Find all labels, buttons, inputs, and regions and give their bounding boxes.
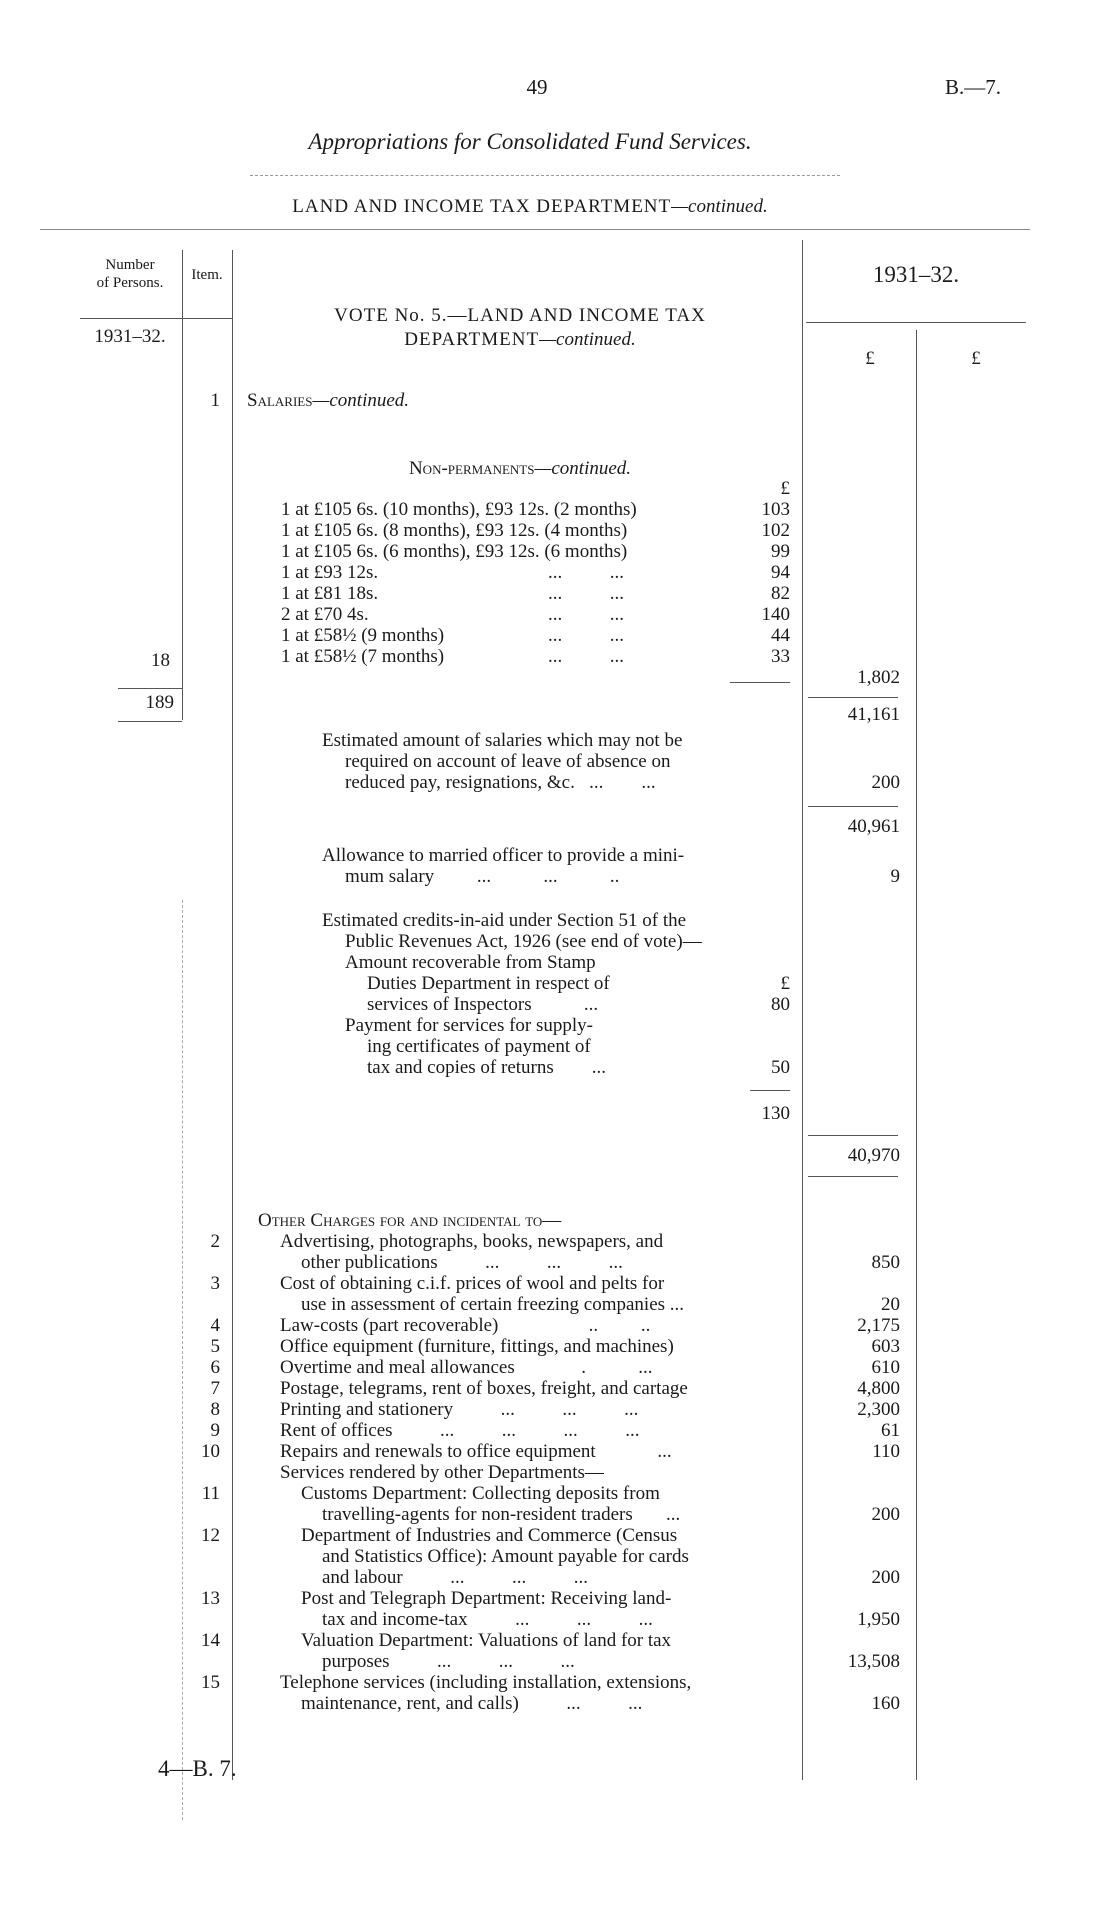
list-item: Rent of offices ... ... ... ... [280, 1420, 640, 1441]
row-text: 2 at £70 4s. [281, 604, 369, 625]
list-item: Department of Industries and Commerce (Census [301, 1525, 678, 1546]
item-column-rule [232, 250, 233, 1780]
subtotal-amount: 41,161 [847, 704, 900, 725]
row-text: 1 at £105 6s. (6 months), £93 12s. (6 months) [281, 541, 628, 562]
title-rule [250, 175, 840, 176]
row-amount: 102 [761, 520, 790, 541]
row-amount: 82 [771, 583, 790, 604]
non-permanents-sum-rule [730, 682, 790, 683]
list-item-cont: and Statistics Office): Amount payable for cards [322, 1546, 689, 1567]
item-number: 13 [201, 1588, 220, 1609]
stamp-text-line3: services of Inspectors ... [367, 994, 599, 1015]
row-dots: ... ... [548, 604, 624, 625]
item-amount: 603 [871, 1336, 900, 1357]
item-number: 5 [210, 1336, 220, 1357]
allowance-text-line1: Allowance to married officer to provide a mini- [322, 845, 685, 866]
amount1-column-rule [802, 240, 803, 1780]
stamp-amount: 80 [771, 994, 790, 1015]
salaries-item-number: 1 [210, 390, 220, 411]
salaries-heading [247, 390, 409, 412]
list-item: Telephone services (including installation, extensions, [280, 1672, 692, 1693]
list-item [281, 583, 378, 605]
credits-text-line2: Public Revenues Act, 1926 (see end of vote)— [345, 931, 702, 952]
non-permanents-persons: 18 [151, 650, 170, 671]
supply-amount: 50 [771, 1057, 790, 1078]
row-amount: 99 [771, 541, 790, 562]
department-suffix: —continued. [671, 196, 768, 217]
list-item: Office equipment (furniture, fittings, and machines) [280, 1336, 674, 1357]
item-amount: 20 [881, 1294, 900, 1315]
row-amount: 103 [761, 499, 790, 520]
row-amount: 44 [771, 625, 790, 646]
list-item: Advertising, photographs, books, newspapers, and [280, 1231, 664, 1252]
persons-total: 189 [145, 692, 174, 713]
row-text: 1 at £105 6s. (10 months), £93 12s. (2 months) [281, 499, 637, 520]
list-item-cont: other publications ... ... ... [301, 1252, 623, 1273]
item-number: 7 [210, 1378, 220, 1399]
row-text: 1 at £105 6s. (8 months), £93 12s. (4 months) [281, 520, 628, 541]
year-heading: 1931–32. [872, 262, 960, 287]
list-item-cont: purposes ... ... ... [322, 1651, 575, 1672]
after-leave-rule [808, 806, 898, 807]
services-heading: Services rendered by other Departments— [280, 1462, 604, 1483]
item-amount: 13,508 [847, 1651, 900, 1672]
item-amount: 4,800 [857, 1378, 900, 1399]
credits-text-line1: Estimated credits-in-aid under Section 51 of the [322, 910, 687, 931]
item-amount: 200 [871, 1567, 900, 1588]
item-amount: 110 [872, 1441, 900, 1462]
leave-amount: 200 [871, 772, 900, 793]
item-amount: 610 [871, 1357, 900, 1378]
list-item [281, 520, 627, 542]
persons-heading-rule [80, 318, 232, 319]
list-item: Printing and stationery ... ... ... [280, 1399, 639, 1420]
item-number: 4 [210, 1315, 220, 1336]
supply-text-line3: tax and copies of returns ... [367, 1057, 607, 1078]
allowance-amount: 9 [890, 866, 900, 887]
vote-heading: VOTE No. 5.—LAND AND INCOME TAX [334, 305, 706, 326]
leave-text-line1: Estimated amount of salaries which may not be [322, 730, 683, 751]
non-permanents-label: Non-permanents [408, 458, 535, 479]
persons-total-rule-bottom [118, 721, 182, 722]
grand-total-rule-top [808, 1135, 898, 1136]
list-item: Repairs and renewals to office equipment ... [280, 1441, 672, 1462]
row-dots: ... ... [548, 646, 624, 667]
row-dots: ... ... [548, 625, 624, 646]
supply-text-line1: Payment for services for supply- [345, 1015, 593, 1036]
salaries-label: Salaries [247, 390, 313, 411]
row-amount: 140 [761, 604, 790, 625]
row-dots: ... ... [548, 562, 624, 583]
leave-text-line2: required on account of leave of absence on [345, 751, 671, 772]
amount-heading-rule [806, 322, 1026, 323]
amount2-column-rule [916, 330, 917, 1780]
list-item [281, 625, 444, 647]
item-amount: 850 [871, 1252, 900, 1273]
other-charges-heading: Other Charges for and incidental to— [258, 1210, 562, 1231]
list-item: Post and Telegraph Department: Receiving land- [301, 1588, 672, 1609]
signature-mark: 4—B. 7. [158, 1756, 237, 1781]
list-item: Law-costs (part recoverable) .. .. [280, 1315, 651, 1336]
item-number: 10 [201, 1441, 220, 1462]
persons-total-rule-top [118, 688, 182, 689]
list-item-cont: use in assessment of certain freezing companies ... [301, 1294, 685, 1315]
non-permanents-heading [250, 458, 790, 480]
item-amount: 2,300 [857, 1399, 900, 1420]
subtotal-rule [808, 697, 898, 698]
list-item: Valuation Department: Valuations of land for tax [301, 1630, 672, 1651]
list-item [281, 646, 444, 668]
vote-heading-line2 [250, 329, 790, 351]
list-item: Overtime and meal allowances . ... [280, 1357, 653, 1378]
after-leave-amount: 40,961 [847, 816, 900, 837]
item-number: 11 [201, 1483, 220, 1504]
item-number: 6 [210, 1357, 220, 1378]
pound-sign-column1: £ [865, 348, 875, 369]
header-rule [40, 229, 1030, 230]
list-item [281, 499, 637, 521]
persons-column-rule-lower [182, 900, 183, 1820]
row-dots: ... ... [548, 583, 624, 604]
non-permanents-total: 1,802 [857, 667, 900, 688]
allowance-text-line2: mum salary ... ... .. [345, 866, 620, 887]
supply-text-line2: ing certificates of payment of [367, 1036, 591, 1057]
item-number: 14 [201, 1630, 220, 1651]
stamp-text-line2: Duties Department in respect of [367, 973, 610, 994]
list-item-cont: travelling-agents for non-resident traders ... [322, 1504, 681, 1525]
list-item: Customs Department: Collecting deposits from [301, 1483, 660, 1504]
persons-column-rule [182, 250, 183, 720]
item-number: 8 [210, 1399, 220, 1420]
item-heading: Item. [191, 267, 223, 283]
list-item-cont: and labour ... ... ... [322, 1567, 588, 1588]
item-amount: 200 [871, 1504, 900, 1525]
grand-total: 40,970 [847, 1145, 900, 1166]
non-permanents-continued: —continued. [534, 458, 632, 479]
row-amount: 94 [771, 562, 790, 583]
item-number: 9 [210, 1420, 220, 1441]
non-permanents-pound-sign: £ [780, 478, 790, 499]
item-amount: 61 [881, 1420, 900, 1441]
department-name: LAND AND INCOME TAX DEPARTMENT [292, 196, 672, 217]
number-of-persons-heading: Number of Persons. [96, 257, 164, 291]
row-text: 1 at £58½ (9 months) [281, 625, 445, 646]
row-text: 1 at £58½ (7 months) [281, 646, 445, 667]
department-heading [180, 196, 880, 218]
salaries-continued: —continued. [312, 390, 410, 411]
stamp-pound-sign: £ [780, 973, 790, 994]
item-number: 12 [201, 1525, 220, 1546]
list-item: Cost of obtaining c.i.f. prices of wool and pelts for [280, 1273, 665, 1294]
list-item: Postage, telegrams, rent of boxes, freight, and cartage [280, 1378, 688, 1399]
vote-continued: —continued. [539, 329, 636, 350]
list-item-cont: maintenance, rent, and calls) ... ... [301, 1693, 643, 1714]
list-item [281, 541, 627, 563]
row-text: 1 at £93 12s. [281, 562, 379, 583]
stamp-text-line1: Amount recoverable from Stamp [345, 952, 596, 973]
leave-text-line3: reduced pay, resignations, &c. ... ... [345, 772, 656, 793]
list-item [281, 604, 369, 626]
page-title: Appropriations for Consolidated Fund Services. [308, 129, 752, 154]
row-text: 1 at £81 18s. [281, 583, 379, 604]
item-amount: 1,950 [857, 1609, 900, 1630]
page-number: 49 [526, 75, 548, 99]
persons-year: 1931–32. [94, 326, 166, 347]
list-item [281, 562, 378, 584]
item-number: 2 [210, 1231, 220, 1252]
pound-sign-column2: £ [971, 348, 981, 369]
row-amount: 33 [771, 646, 790, 667]
vote-department: DEPARTMENT [404, 329, 540, 350]
grand-total-rule-bottom [808, 1176, 898, 1177]
item-number: 15 [201, 1672, 220, 1693]
paper-reference: B.—7. [945, 75, 1002, 99]
credits-total: 130 [761, 1103, 790, 1124]
list-item-cont: tax and income-tax ... ... ... [322, 1609, 653, 1630]
item-amount: 2,175 [857, 1315, 900, 1336]
item-amount: 160 [871, 1693, 900, 1714]
item-number: 3 [210, 1273, 220, 1294]
credits-sum-rule [750, 1090, 790, 1091]
